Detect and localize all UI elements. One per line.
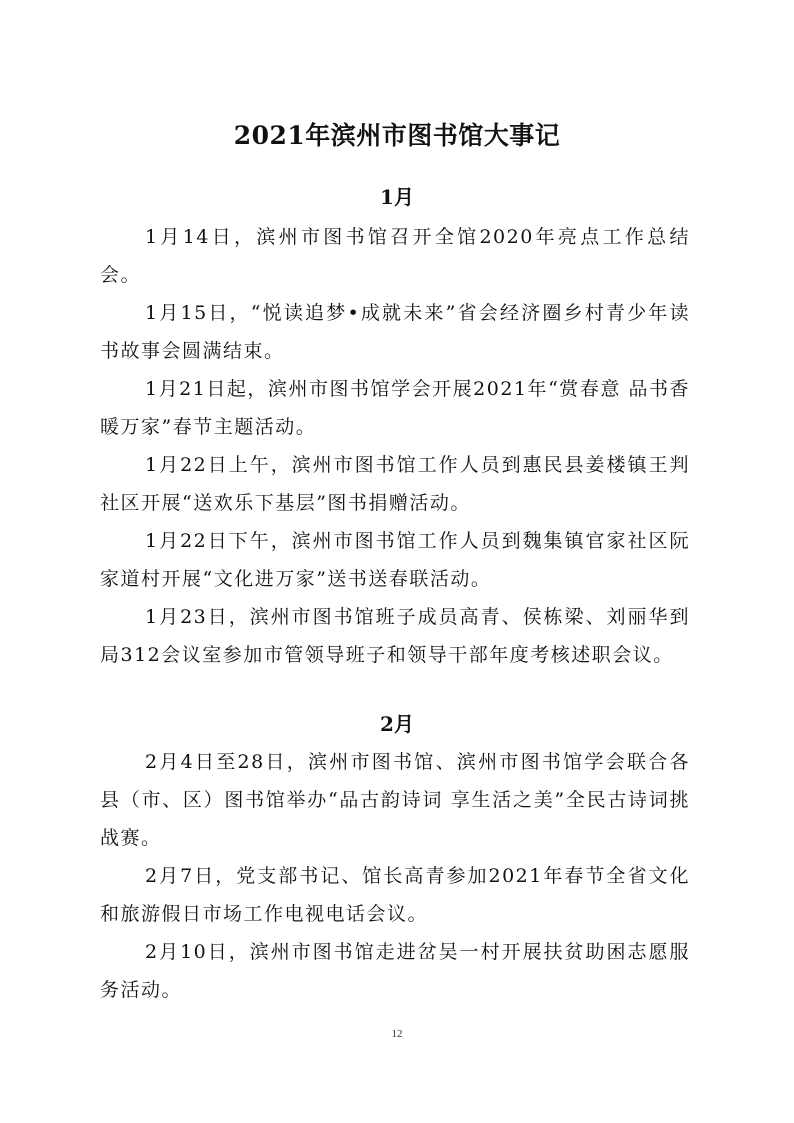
february-entries (100, 743, 690, 1009)
list-item: 1月23日，滨州市图书馆班子成员高青、侯栋梁、刘丽华到局312会议室参加市管领导班子和领导干部年度考核述职会议。 (100, 606, 690, 666)
month-heading-february: 2月 (380, 712, 414, 736)
january-entries (100, 218, 690, 674)
list-item: 1月15日，“悦读追梦•成就未来”省会经济圈乡村青少年读书故事会圆满结束。 (100, 302, 690, 362)
month-heading-january: 1月 (380, 185, 414, 209)
list-item: 1月14日，滨州市图书馆召开全馆2020年亮点工作总结会。 (100, 226, 690, 286)
list-item: 1月22日下午，滨州市图书馆工作人员到魏集镇官家社区阮家道村开展“文化进万家”送书送春联活动。 (100, 530, 690, 590)
page-number: 12 (391, 1028, 403, 1040)
list-item: 1月22日上午，滨州市图书馆工作人员到惠民县姜楼镇王判社区开展“送欢乐下基层”图书捐赠活动。 (100, 454, 690, 514)
list-item: 2月4日至28日，滨州市图书馆、滨州市图书馆学会联合各县（市、区）图书馆举办“品古韵诗词 享生活之美”全民古诗词挑战赛。 (100, 751, 690, 849)
list-item: 1月21日起，滨州市图书馆学会开展2021年“赏春意 品书香 暖万家”春节主题活动。 (100, 378, 690, 438)
list-item: 2月7日，党支部书记、馆长高青参加2021年春节全省文化和旅游假日市场工作电视电话会议。 (100, 865, 690, 925)
list-item: 2月10日，滨州市图书馆走进岔吴一村开展扶贫助困志愿服务活动。 (100, 941, 690, 1001)
page-title: 2021年滨州市图书馆大事记 (233, 121, 561, 150)
